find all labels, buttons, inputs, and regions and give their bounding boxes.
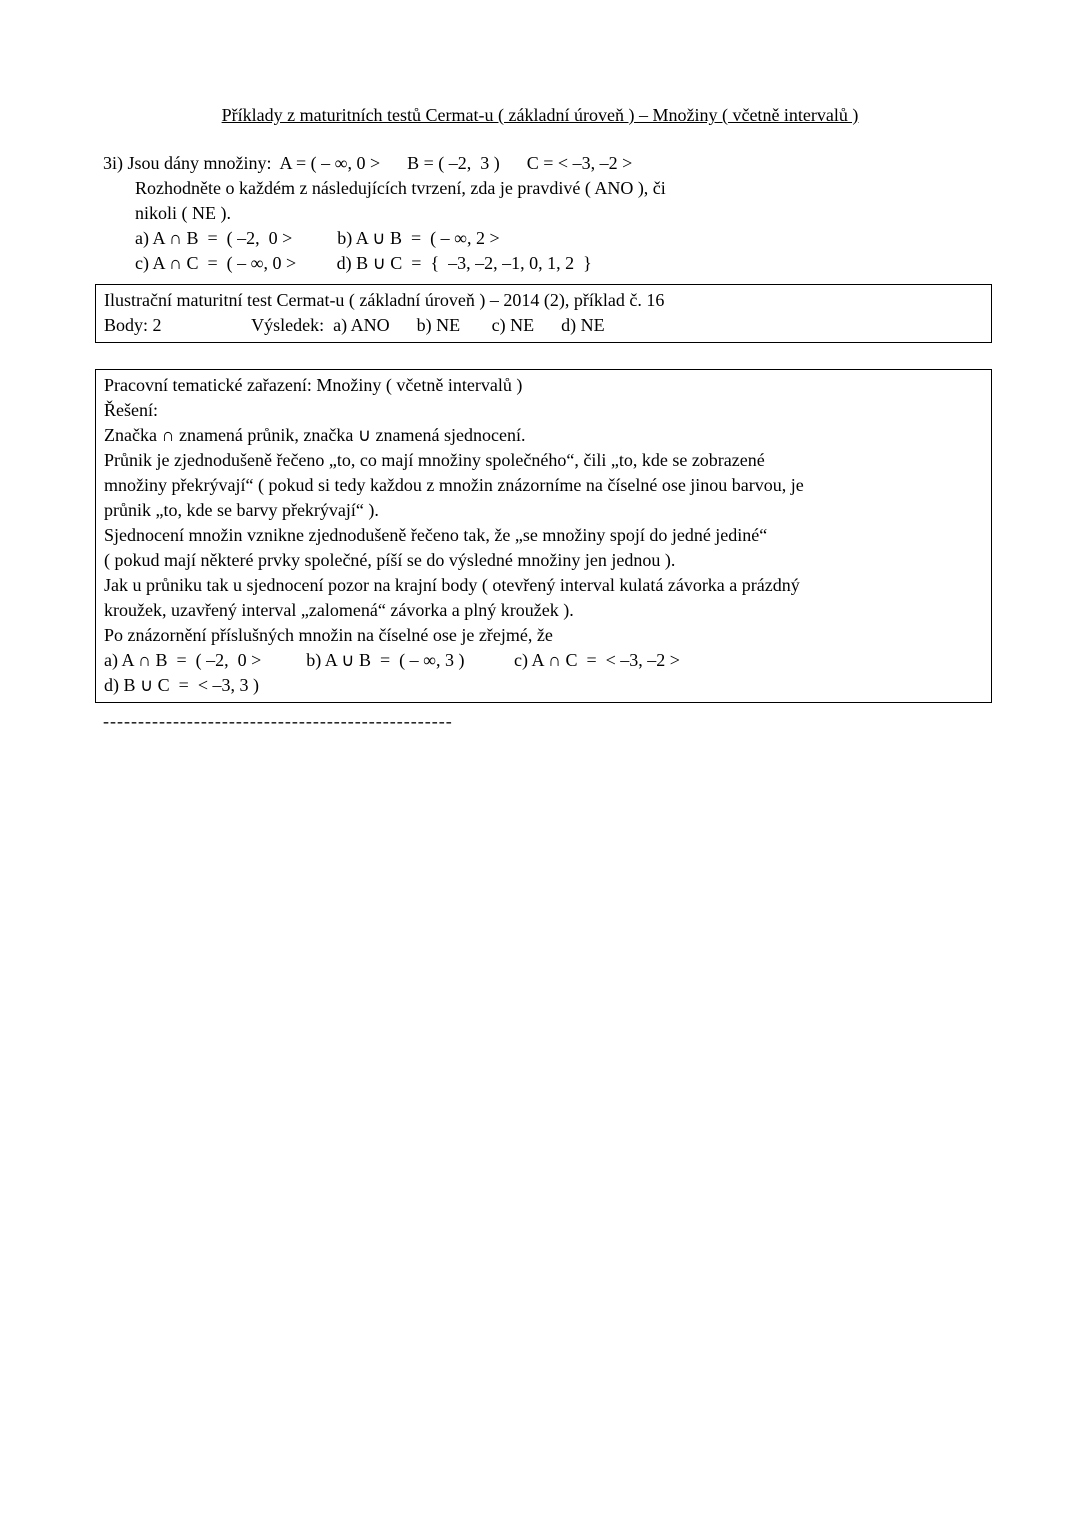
page-title: Příklady z maturitních testů Cermat-u ( základní úroveň ) – Množiny ( včetně intervalů ) <box>221 105 859 125</box>
document-content <box>95 151 992 732</box>
solution-line: Jak u průniku tak u sjednocení pozor na krajní body ( otevřený interval kulatá závorka a prázdný <box>104 575 800 595</box>
problem-line: 3i) Jsou dány množiny: A = ( – ∞, 0 > B = ( –2, 3 ) C = < –3, –2 > <box>103 153 633 173</box>
problem-line: c) A ∩ C = ( – ∞, 0 > d) B ∪ C = { –3, –2, –1, 0, 1, 2 } <box>135 253 592 273</box>
solution-line: Značka ∩ znamená průnik, značka ∪ znamená sjednocení. <box>104 425 526 445</box>
solution-line: ( pokud mají některé prvky společné, píší se do výsledné množiny jen jednou ). <box>104 550 676 570</box>
problem-line: nikoli ( NE ). <box>135 203 231 223</box>
source-box <box>95 284 992 343</box>
problem-line: Rozhodněte o každém z následujících tvrzení, zda je pravdivé ( ANO ), či <box>135 178 666 198</box>
source-line: Body: 2 Výsledek: a) ANO b) NE c) NE d) NE <box>104 315 605 335</box>
problem-statement <box>95 151 992 276</box>
problem-line: a) A ∩ B = ( –2, 0 > b) A ∪ B = ( – ∞, 2 > <box>135 228 500 248</box>
solution-line: Po znázornění příslušných množin na číselné ose je zřejmé, že <box>104 625 553 645</box>
solution-line: d) B ∪ C = < –3, 3 ) <box>104 675 259 695</box>
source-line: Ilustrační maturitní test Cermat-u ( základní úroveň ) – 2014 (2), příklad č. 16 <box>104 290 665 310</box>
solution-line: průnik „to, kde se barvy překrývají“ ). <box>104 500 379 520</box>
solution-line: Sjednocení množin vznikne zjednodušeně řečeno tak, že „se množiny spojí do jedné jediné“ <box>104 525 768 545</box>
solution-box <box>95 369 992 703</box>
solution-line: kroužek, uzavřený interval „zalomená“ závorka a plný kroužek ). <box>104 600 574 620</box>
dashed-separator: -------------------------------------------------- <box>103 711 453 731</box>
solution-line: Řešení: <box>104 400 158 420</box>
solution-line: a) A ∩ B = ( –2, 0 > b) A ∪ B = ( – ∞, 3 ) c) A ∩ C = < –3, –2 > <box>104 650 680 670</box>
solution-line: množiny překrývají“ ( pokud si tedy každou z množin znázorníme na číselné ose jinou barvou, je <box>104 475 804 495</box>
solution-line: Pracovní tematické zařazení: Množiny ( včetně intervalů ) <box>104 375 523 395</box>
solution-line: Průnik je zjednodušeně řečeno „to, co mají množiny společného“, čili „to, kde se zobrazené <box>104 450 765 470</box>
